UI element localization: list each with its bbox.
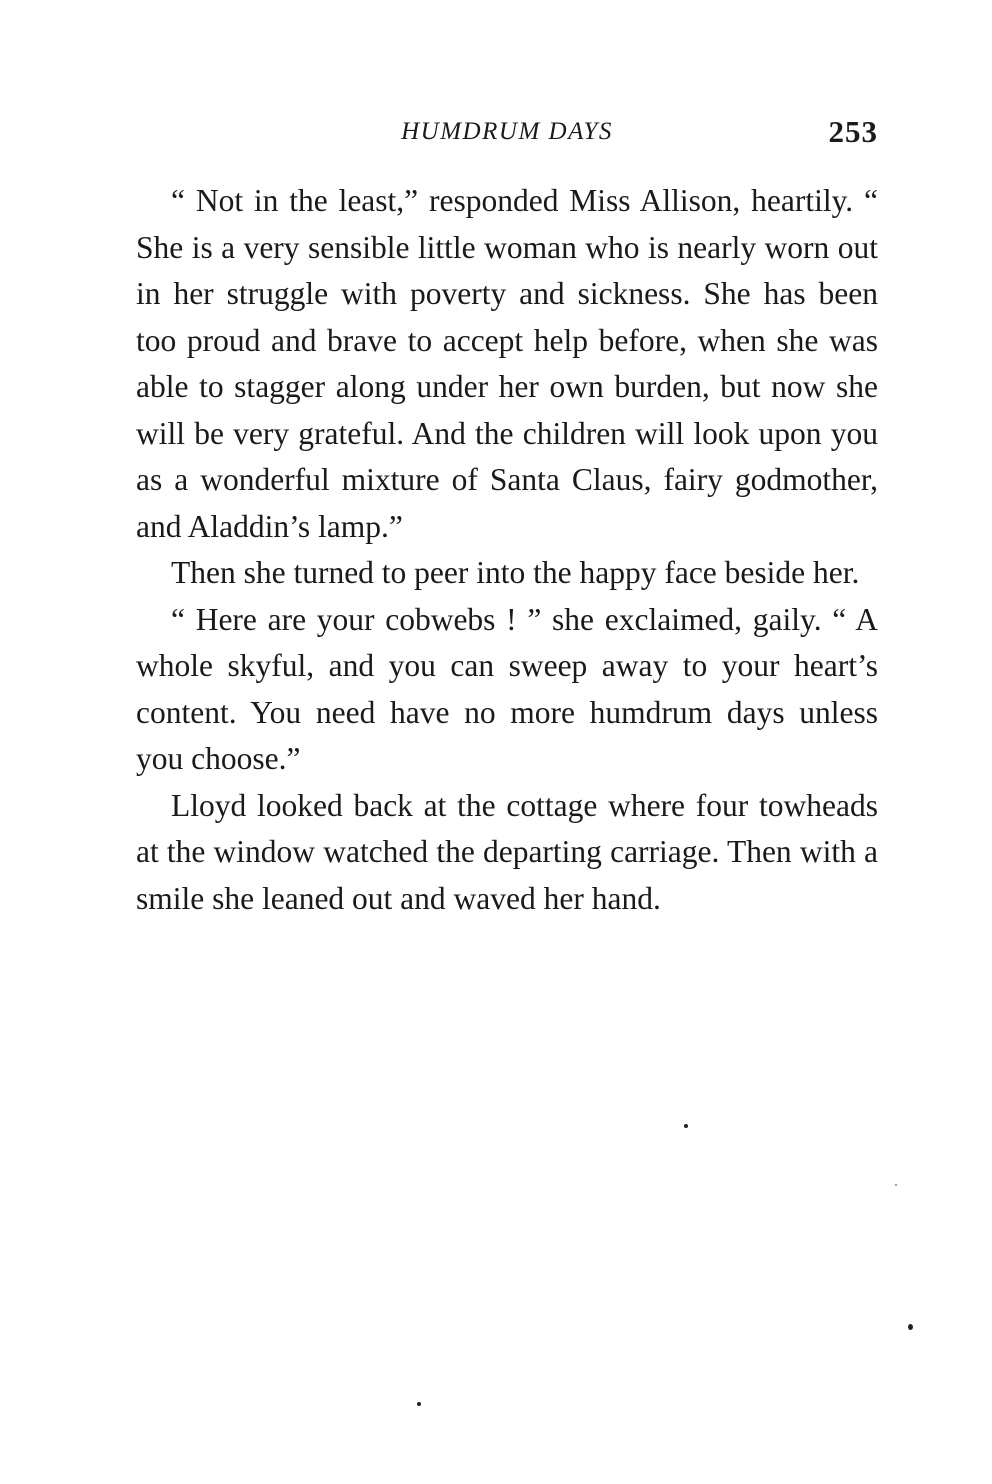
running-head xyxy=(136,112,878,152)
paragraph-3: “ Here are your cobwebs ! ” she exclaimed, gaily. “ A whole skyful, and you can sweep away to your heart’s content. You need have no more humdrum days unless you choose.” xyxy=(136,601,878,776)
paragraph-2: Then she turned to peer into the happy face beside her. xyxy=(171,555,860,590)
page-number: 253 xyxy=(828,114,878,149)
body-text xyxy=(136,178,878,922)
running-title: HUMDRUM DAYS xyxy=(401,118,613,145)
paragraph-4: Lloyd looked back at the cottage where four towheads at the window watched the departing carriage. Then with a smile she leaned out and waved her hand. xyxy=(136,787,878,916)
paragraph-1: “ Not in the least,” responded Miss Allison, heartily. “ She is a very sensible little woman who is nearly worn out in her struggle with poverty and sickness. She has been too proud and brave to accept help before, when she was able to stagger along under her own burden, but now she will be very grateful. And the children will look upon you as a wonderful mixture of Santa Claus, fairy godmother, and Aladdin’s lamp.” xyxy=(136,183,878,544)
scan-speck xyxy=(908,1324,913,1330)
scan-speck xyxy=(684,1124,688,1128)
scan-speck xyxy=(417,1402,421,1406)
scan-speck xyxy=(895,1184,897,1186)
